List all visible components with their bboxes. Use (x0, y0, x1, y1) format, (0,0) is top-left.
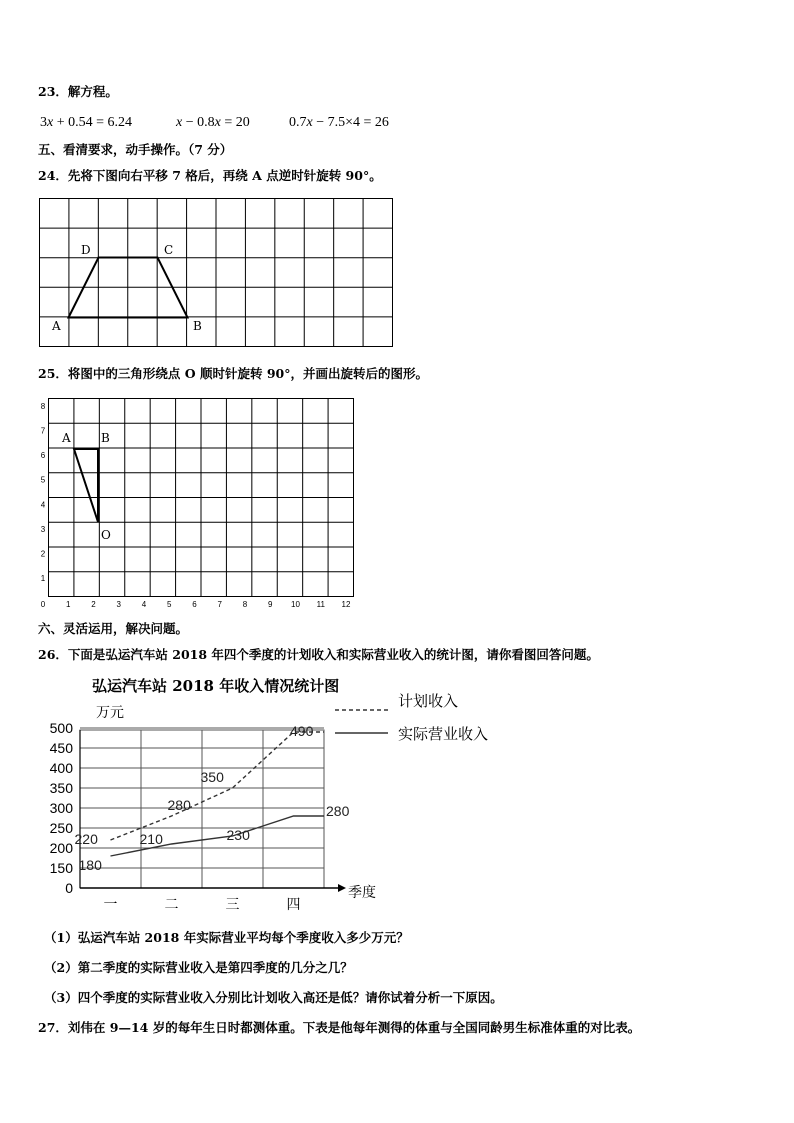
equation-2: x − 0.8x = 20 (176, 115, 250, 130)
x-tick-label: 8 (242, 600, 248, 609)
y-tick-label: 150 (49, 860, 73, 876)
point-label-a: A (52, 319, 61, 333)
y-tick-label: 250 (49, 820, 73, 836)
x-axis-label: 季度 (348, 884, 376, 900)
y-tick-label: 300 (49, 800, 73, 816)
point-label-c: C (164, 243, 174, 257)
y-tick-label: 1 (40, 574, 46, 583)
x-tick-label: 3 (116, 600, 121, 609)
x-tick-label: 10 (291, 600, 300, 609)
q25-grid (49, 399, 354, 597)
legend (335, 693, 488, 743)
data-label: 490 (290, 723, 314, 739)
y-tick-label: 450 (49, 740, 73, 756)
equation-3: 0.7x − 7.5×4 = 26 (289, 115, 389, 130)
data-labels (75, 723, 350, 873)
x-tick-label: 2 (91, 600, 96, 609)
x-tick-label: 7 (217, 600, 222, 609)
income-line-chart (0, 665, 794, 925)
y-axis-unit: 万元 (96, 704, 124, 720)
x-tick-label: 4 (141, 600, 147, 609)
x-tick-label: 四 (286, 896, 301, 912)
chart-title: 弘运汽车站 2018 年收入情况统计图 (92, 677, 340, 695)
y-tick-label: 0 (65, 880, 73, 896)
plot-grid (80, 728, 324, 888)
point-label-b: B (193, 319, 202, 333)
data-label: 210 (139, 831, 163, 847)
section-5-heading: 五、看清要求，动手操作。（7 分） (38, 142, 233, 157)
legend-label-planned: 计划收入 (398, 693, 459, 710)
x-tick-label: 一 (103, 896, 118, 912)
equation-1: 3x + 0.54 = 6.24 (40, 115, 133, 130)
y-tick-label: 500 (49, 720, 73, 736)
q27-title: 27．刘伟在 9—14 岁的每年生日时都测体重。下表是他每年测得的体重与全国同龄男生标准体重的对比表。 (38, 1020, 641, 1035)
legend-label-actual: 实际营业收入 (398, 726, 489, 743)
y-tick-label: 7 (40, 426, 46, 436)
y-tick-label: 2 (40, 549, 46, 559)
data-label: 280 (326, 803, 350, 819)
y-tick-label: 4 (40, 500, 46, 510)
q26-subquestion-3: （3）四个季度的实际营业收入分别比计划收入高还是低？请你试着分析一下原因。 (44, 990, 503, 1005)
x-tick-label: 1 (66, 600, 71, 609)
q26-subquestion-1: （1）弘运汽车站 2018 年实际营业平均每个季度收入多少万元？ (44, 930, 409, 945)
x-tick-labels (104, 896, 301, 912)
q25-grid-figure (0, 390, 794, 615)
data-label: 350 (200, 769, 224, 785)
point-label-a: A (62, 431, 71, 445)
y-tick-label: 3 (40, 524, 46, 534)
point-label-d: D (81, 243, 91, 257)
q25-title: 25．将图中的三角形绕点 O 顺时针旋转 90°，并画出旋转后的图形。 (38, 366, 428, 381)
x-tick-label: 0 (40, 600, 46, 609)
data-label: 280 (167, 797, 191, 813)
y-tick-labels (50, 720, 74, 896)
x-tick-label: 6 (192, 600, 197, 609)
q23-title: 23．解方程。 (38, 84, 118, 99)
q26-subquestion-2: （2）第二季度的实际营业收入是第四季度的几分之几？ (44, 960, 353, 975)
y-tick-label: 200 (49, 840, 73, 856)
q24-grid (40, 199, 393, 347)
x-tick-label: 二 (164, 896, 179, 912)
y-tick-label: 400 (49, 760, 73, 776)
x-tick-label: 三 (225, 896, 240, 912)
y-tick-label: 5 (40, 475, 46, 485)
x-tick-label: 11 (316, 600, 325, 609)
section-6-heading: 六、灵活运用，解决问题。 (38, 621, 189, 636)
y-tick-label: 6 (40, 451, 46, 461)
point-label-o: O (101, 528, 111, 542)
data-label: 180 (78, 857, 102, 873)
x-axis-arrow (338, 884, 346, 892)
x-tick-label: 9 (268, 600, 273, 609)
q26-title: 26．下面是弘运汽车站 2018 年四个季度的计划收入和实际营业收入的统计图，请你看图回答问题。 (38, 647, 599, 662)
point-label-b: B (101, 431, 110, 445)
q24-title: 24．先将下图向右平移 7 格后，再绕 A 点逆时针旋转 90°。 (38, 168, 382, 183)
data-label: 230 (226, 827, 250, 843)
y-tick-label: 8 (40, 402, 46, 411)
x-tick-label: 12 (341, 600, 351, 609)
q24-grid-figure (0, 0, 794, 360)
x-tick-label: 5 (167, 600, 172, 609)
y-tick-label: 350 (49, 780, 73, 796)
data-label: 220 (74, 831, 98, 847)
triangle-abo (74, 449, 98, 522)
